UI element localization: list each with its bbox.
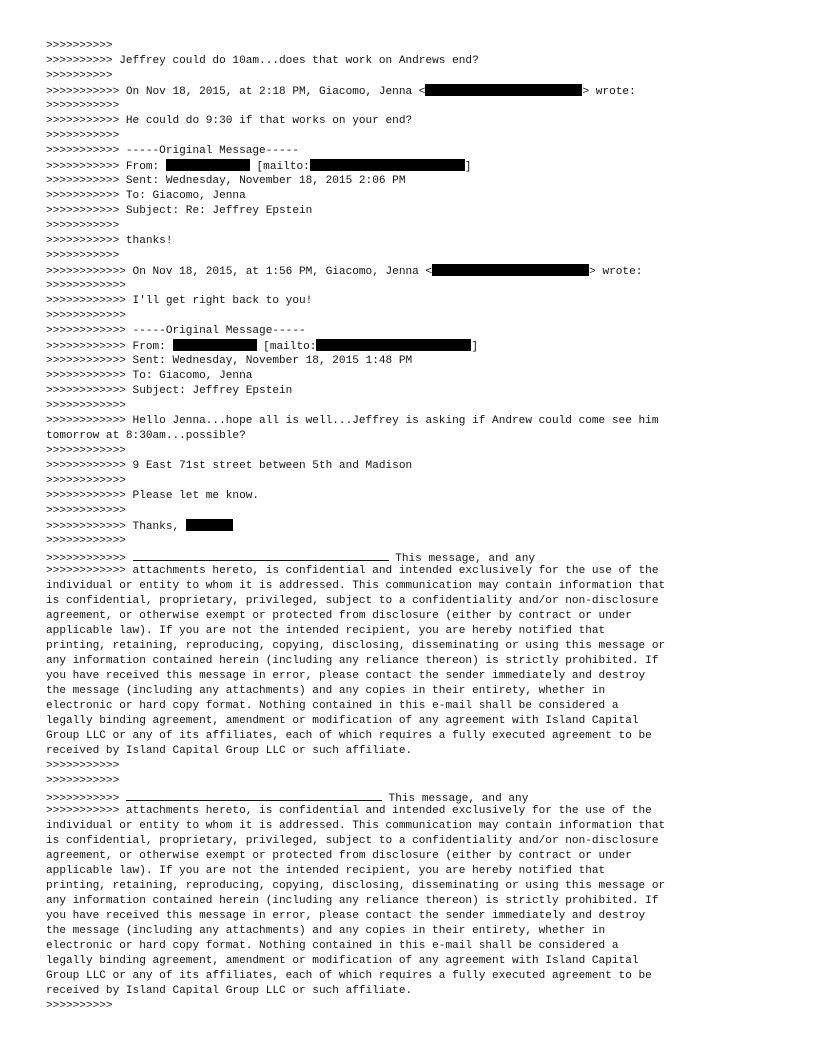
quote-line: >>>>>>>>>>>>: [46, 535, 126, 547]
disclaimer-header-line: [46, 789, 776, 804]
quote-line: >>>>>>>>>>>: [46, 760, 120, 772]
message-body-line: >>>>>>>>>>>> Please let me know.: [46, 490, 260, 502]
disclaimer-line: you have received this message in error, please contact the sender immediately and destroy: [46, 670, 646, 682]
disclaimer-line: electronic or hard copy format. Nothing contained in this e-mail shall be considered a: [46, 940, 619, 952]
from-line: [46, 339, 776, 354]
mailto-label: [mailto:: [256, 341, 317, 353]
disclaimer-line: printing, retaining, reproducing, copying, disclosing, disseminating or using this message or: [46, 640, 666, 652]
message-body-line: tomorrow at 8:30am...possible?: [46, 430, 246, 442]
quote-prefix: >>>>>>>>>>>: [46, 793, 126, 805]
quote-line: >>>>>>>>>>: [46, 1000, 113, 1012]
from-line: [46, 159, 776, 174]
to-line: >>>>>>>>>>> To: Giacomo, Jenna: [46, 190, 246, 202]
original-message-header: >>>>>>>>>>>> -----Original Message-----: [46, 325, 306, 337]
quote-line: >>>>>>>>>>>>: [46, 445, 126, 457]
redacted-email: [425, 84, 582, 96]
sent-line: >>>>>>>>>>> Sent: Wednesday, November 18, 2015 2:06 PM: [46, 175, 406, 187]
signature-rule: [126, 789, 382, 801]
quote-line: >>>>>>>>>>>>: [46, 310, 126, 322]
disclaimer-line: the message (including any attachments) and any copies in their entirety, whether in: [46, 925, 606, 937]
disclaimer-line: the message (including any attachments) and any copies in their entirety, whether in: [46, 685, 606, 697]
redacted-sender-email: [310, 159, 465, 171]
quote-line: >>>>>>>>>>>>: [46, 505, 126, 517]
disclaimer-line: any information contained herein (including any reliance thereon) is strictly prohibited. If: [46, 655, 659, 667]
subject-line: >>>>>>>>>>>> Subject: Jeffrey Epstein: [46, 385, 293, 397]
disclaimer-line: legally binding agreement, amendment or modification of any agreement with Island Capital: [46, 955, 639, 967]
quote-line: >>>>>>>>>>>: [46, 220, 120, 232]
attribution-text: >>>>>>>>>>>> On Nov 18, 2015, at 1:56 PM, Giacomo, Jenna <: [46, 266, 433, 278]
disclaimer-line: applicable law). If you are not the intended recipient, you are hereby notified that: [46, 865, 606, 877]
disclaimer-intro: This message, and any: [381, 793, 529, 805]
redacted-email: [432, 264, 589, 276]
reply-message-line: >>>>>>>>>> Jeffrey could do 10am...does that work on Andrews end?: [46, 55, 479, 67]
message-body-line: >>>>>>>>>>> thanks!: [46, 235, 173, 247]
attribution-text: >>>>>>>>>>> On Nov 18, 2015, at 2:18 PM, Giacomo, Jenna <: [46, 86, 426, 98]
attribution-line: [46, 264, 776, 279]
disclaimer-line: individual or entity to whom it is addressed. This communication may contain information that: [46, 820, 666, 832]
quote-line: >>>>>>>>>>: [46, 70, 113, 82]
disclaimer-line: you have received this message in error, please contact the sender immediately and destroy: [46, 910, 646, 922]
disclaimer-line: is confidential, proprietary, privileged, subject to a confidentiality and/or non-disclosure: [46, 595, 659, 607]
redacted-signature: [186, 519, 233, 531]
quote-line: >>>>>>>>>>: [46, 40, 113, 52]
quote-line: >>>>>>>>>>>: [46, 250, 120, 262]
quote-line: >>>>>>>>>>>>: [46, 280, 126, 292]
disclaimer-line: Group LLC or any of its affiliates, each of which requires a fully executed agreement to be: [46, 970, 652, 982]
redacted-sender-name: [173, 339, 257, 351]
quote-line: >>>>>>>>>>>>: [46, 400, 126, 412]
quote-line: >>>>>>>>>>>: [46, 775, 120, 787]
disclaimer-line: applicable law). If you are not the intended recipient, you are hereby notified that: [46, 625, 606, 637]
disclaimer-line: agreement, or otherwise exempt or protected from disclosure (either by contract or under: [46, 850, 632, 862]
sent-line: >>>>>>>>>>>> Sent: Wednesday, November 18, 2015 1:48 PM: [46, 355, 413, 367]
disclaimer-header-line: [46, 549, 776, 564]
redacted-sender-name: [166, 159, 250, 171]
signoff-line: [46, 519, 776, 534]
disclaimer-line: any information contained herein (including any reliance thereon) is strictly prohibited. If: [46, 895, 659, 907]
quote-line: >>>>>>>>>>>: [46, 100, 120, 112]
attribution-suffix: > wrote:: [582, 86, 636, 98]
attribution-suffix: > wrote:: [589, 266, 643, 278]
email-document: [46, 39, 776, 1014]
message-body-line: >>>>>>>>>>> He could do 9:30 if that works on your end?: [46, 115, 413, 127]
signoff-text: >>>>>>>>>>>> Thanks,: [46, 521, 186, 533]
quote-line: >>>>>>>>>>>: [46, 130, 120, 142]
disclaimer-line: agreement, or otherwise exempt or protected from disclosure (either by contract or under: [46, 610, 632, 622]
quote-line: >>>>>>>>>>>>: [46, 475, 126, 487]
original-message-header: >>>>>>>>>>> -----Original Message-----: [46, 145, 299, 157]
mailto-close: ]: [471, 341, 479, 353]
quote-prefix: >>>>>>>>>>>>: [46, 553, 133, 565]
disclaimer-line: electronic or hard copy format. Nothing contained in this e-mail shall be considered a: [46, 700, 619, 712]
from-label: >>>>>>>>>>> From:: [46, 161, 166, 173]
address-line: >>>>>>>>>>>> 9 East 71st street between 5th and Madison: [46, 460, 413, 472]
subject-line: >>>>>>>>>>> Subject: Re: Jeffrey Epstein: [46, 205, 313, 217]
disclaimer-line: >>>>>>>>>>> attachments hereto, is confidential and intended exclusively for the use of the: [46, 805, 652, 817]
message-body-line: >>>>>>>>>>>> Hello Jenna...hope all is well...Jeffrey is asking if Andrew could come see him: [46, 415, 659, 427]
signature-rule: [133, 549, 389, 561]
disclaimer-line: received by Island Capital Group LLC or such affiliate.: [46, 745, 413, 757]
disclaimer-line: Group LLC or any of its affiliates, each of which requires a fully executed agreement to be: [46, 730, 652, 742]
disclaimer-line: legally binding agreement, amendment or modification of any agreement with Island Capital: [46, 715, 639, 727]
to-line: >>>>>>>>>>>> To: Giacomo, Jenna: [46, 370, 253, 382]
disclaimer-line: received by Island Capital Group LLC or such affiliate.: [46, 985, 413, 997]
mailto-close: ]: [464, 161, 472, 173]
disclaimer-line: individual or entity to whom it is addressed. This communication may contain information that: [46, 580, 666, 592]
disclaimer-line: >>>>>>>>>>>> attachments hereto, is confidential and intended exclusively for the use of the: [46, 565, 659, 577]
attribution-line: [46, 84, 776, 99]
message-body-line: >>>>>>>>>>>> I'll get right back to you!: [46, 295, 313, 307]
from-label: >>>>>>>>>>>> From:: [46, 341, 173, 353]
mailto-label: [mailto:: [249, 161, 310, 173]
redacted-sender-email: [316, 339, 471, 351]
disclaimer-line: is confidential, proprietary, privileged, subject to a confidentiality and/or non-disclosure: [46, 835, 659, 847]
disclaimer-intro: This message, and any: [388, 553, 536, 565]
disclaimer-line: printing, retaining, reproducing, copying, disclosing, disseminating or using this message or: [46, 880, 666, 892]
